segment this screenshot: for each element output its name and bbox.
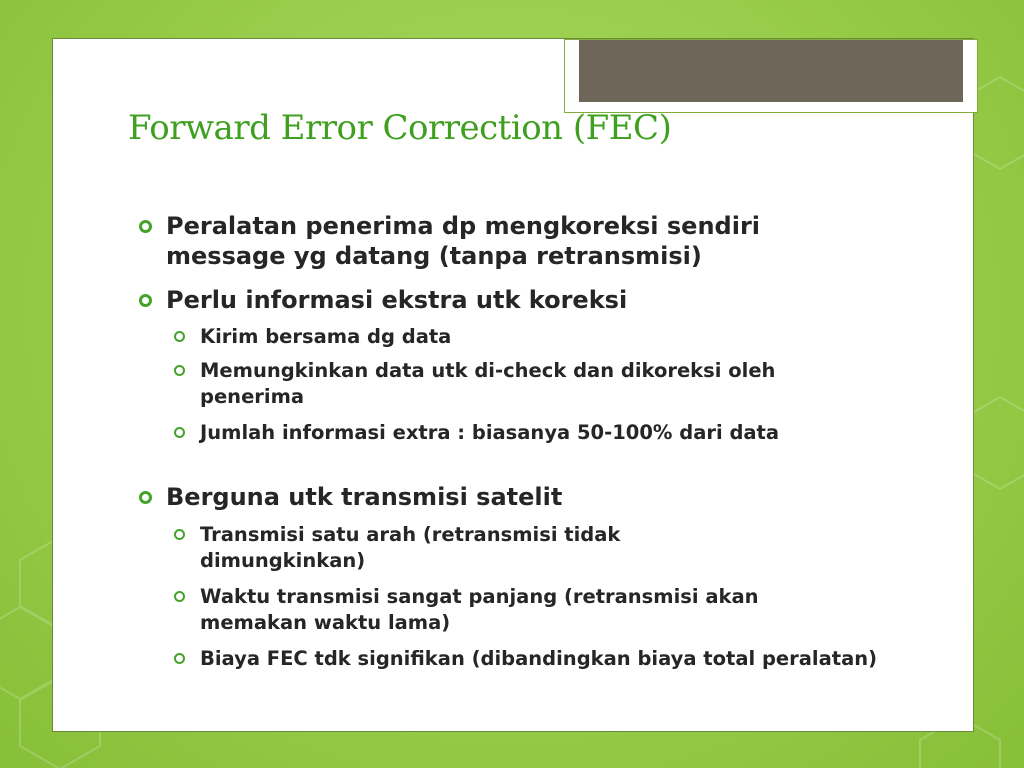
bullet-circle-icon bbox=[139, 491, 152, 504]
bullet-text: Transmisi satu arah (retransmisi tidak dimungkinkan) bbox=[200, 523, 621, 572]
sub-bullet-item bbox=[200, 584, 870, 636]
bullet-circle-icon bbox=[139, 294, 152, 307]
bullet-text: Biaya FEC tdk signifikan (dibandingkan biaya total peralatan) bbox=[200, 647, 878, 670]
bullet-circle-icon bbox=[174, 427, 185, 438]
bullet-text: Waktu transmisi sangat panjang (retransmisi akan memakan waktu lama) bbox=[200, 585, 759, 634]
bullet-item bbox=[166, 285, 866, 315]
bullet-circle-icon bbox=[174, 653, 185, 664]
bullet-text: Perlu informasi ekstra utk koreksi bbox=[166, 286, 628, 314]
photo-placeholder bbox=[579, 40, 963, 102]
bullet-text: Memungkinkan data utk di-check dan dikoreksi oleh penerima bbox=[200, 359, 776, 408]
bullet-text: Berguna utk transmisi satelit bbox=[166, 483, 563, 511]
bullet-item bbox=[166, 482, 866, 512]
sub-bullet-item bbox=[200, 420, 840, 446]
bullet-text: Peralatan penerima dp mengkoreksi sendiri message yg datang (tanpa retransmisi) bbox=[166, 212, 760, 270]
bullet-text: Jumlah informasi extra : biasanya 50-100% dari data bbox=[200, 421, 780, 444]
sub-bullet-item bbox=[200, 646, 880, 672]
bullet-circle-icon bbox=[174, 529, 185, 540]
sub-bullet-item bbox=[200, 522, 720, 574]
photo-frame bbox=[564, 39, 978, 113]
bullet-circle-icon bbox=[174, 331, 185, 342]
sub-bullet-item bbox=[200, 324, 880, 350]
bullet-circle-icon bbox=[139, 220, 152, 233]
bullet-circle-icon bbox=[174, 591, 185, 602]
bullet-item bbox=[166, 211, 866, 271]
bullet-text: Kirim bersama dg data bbox=[200, 325, 452, 348]
bullet-circle-icon bbox=[174, 365, 185, 376]
slide-title: Forward Error Correction (FEC) bbox=[128, 108, 672, 148]
sub-bullet-item bbox=[200, 358, 840, 410]
